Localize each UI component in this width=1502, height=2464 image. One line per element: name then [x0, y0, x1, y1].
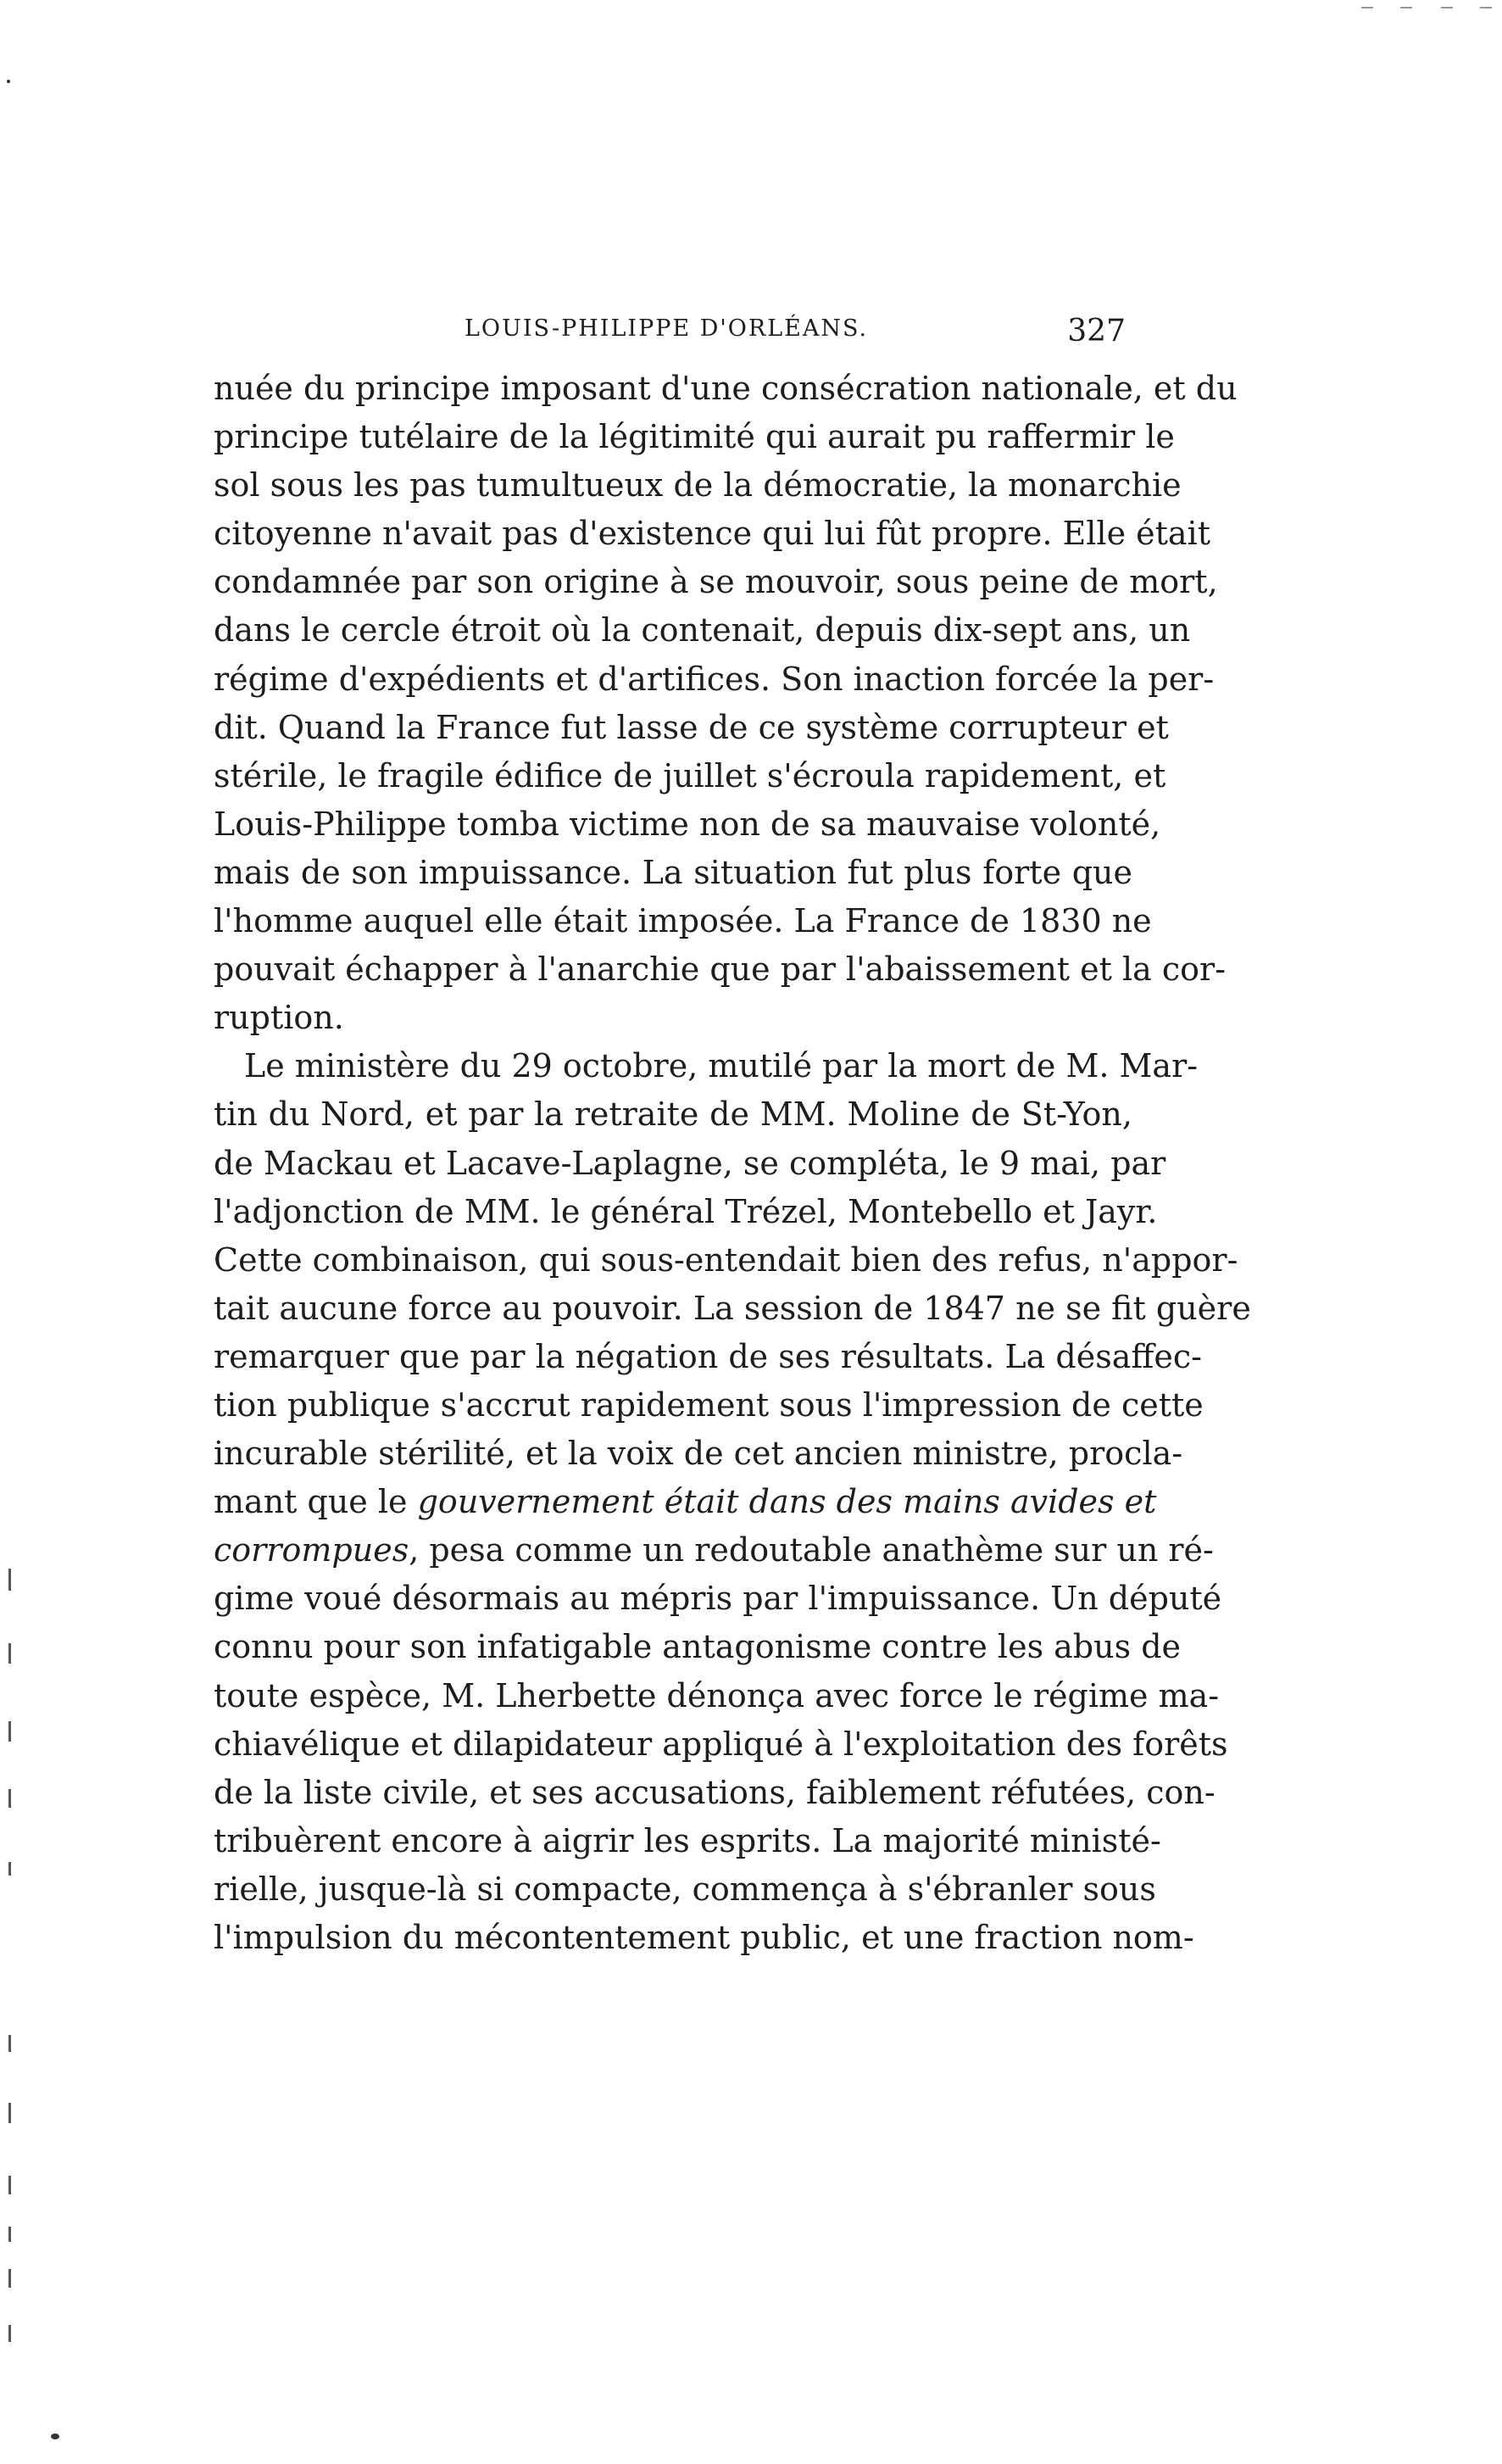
- text-line: Cette combinaison, qui sous-entendait bien des refus, n'appor-: [214, 1240, 1238, 1279]
- text-line-with-italic: [214, 1526, 1214, 1575]
- scan-artifact: [8, 2269, 11, 2288]
- text-line: incurable stérilité, et la voix de cet ancien ministre, procla-: [214, 1435, 1183, 1473]
- roman-text: mant que le: [214, 1483, 418, 1521]
- text-line: citoyenne n'avait pas d'existence qui lui fût propre. Elle était: [214, 515, 1210, 553]
- scan-artifact: [8, 2035, 11, 2052]
- text-line: ruption.: [214, 999, 344, 1037]
- text-line: tait aucune force au pouvoir. La session de 1847 ne se fit guère: [214, 1289, 1251, 1327]
- scan-artifact: [7, 80, 10, 83]
- text-line: Louis-Philippe tomba victime non de sa mauvaise volonté,: [214, 805, 1161, 843]
- text-line: pouvait échapper à l'anarchie que par l'abaissement et la cor-: [214, 950, 1227, 989]
- scan-artifact: [8, 1569, 11, 1591]
- text-line: l'adjonction de MM. le général Trézel, Montebello et Jayr.: [214, 1192, 1158, 1230]
- scan-artifact: [8, 1643, 11, 1664]
- text-line: l'impulsion du mécontentement public, et une fraction nom-: [214, 1919, 1194, 1956]
- text-line: remarquer que par la négation de ses résultats. La désaffec-: [214, 1337, 1202, 1375]
- text-line: sol sous les pas tumultueux de la démocratie, la monarchie: [214, 466, 1182, 505]
- text-line: de Mackau et Lacave-Laplagne, se compléta, le 9 mai, par: [214, 1144, 1166, 1182]
- text-line-with-italic: [214, 1478, 1157, 1526]
- paragraph-start-line: Le ministère du 29 octobre, mutilé par la mort de M. Mar-: [244, 1047, 1199, 1085]
- text-line: nuée du principe imposant d'une consécration nationale, et du: [214, 370, 1238, 407]
- text-line: principe tutélaire de la légitimité qui aurait pu raffermir le: [214, 418, 1175, 456]
- text-line: de la liste civile, et ses accusations, faiblement réfutées, con-: [214, 1773, 1216, 1811]
- scan-artifact: [1361, 7, 1373, 8]
- text-line: rielle, jusque-là si compacte, commença à s'ébranler sous: [214, 1870, 1156, 1908]
- text-line: tribuèrent encore à aigrir les esprits. La majorité ministé-: [214, 1821, 1161, 1859]
- scan-artifact: [8, 2176, 11, 2194]
- text-line: gime voué désormais au mépris par l'impuissance. Un député: [214, 1580, 1222, 1618]
- text-line: toute espèce, M. Lherbette dénonça avec force le régime ma-: [214, 1676, 1220, 1714]
- text-line: dans le cercle étroit où la contenait, depuis dix-sept ans, un: [214, 611, 1191, 649]
- italic-quote: gouvernement était dans des mains avides et: [417, 1483, 1157, 1521]
- scan-artifact: [8, 2325, 11, 2342]
- scan-artifact: [8, 2103, 11, 2123]
- text-line: mais de son impuissance. La situation fut plus forte que: [214, 853, 1132, 891]
- text-line: tion publique s'accrut rapidement sous l'impression de cette: [214, 1385, 1204, 1424]
- body-text: [214, 365, 1251, 1962]
- running-head: [214, 314, 1132, 356]
- text-line: tin du Nord, et par la retraite de MM. Moline de St-Yon,: [214, 1095, 1132, 1134]
- text-line: chiavélique et dilapidateur appliqué à l'exploitation des forêts: [214, 1725, 1228, 1763]
- text-line: condamnée par son origine à se mouvoir, sous peine de mort,: [214, 563, 1218, 601]
- scan-artifact: [8, 1862, 11, 1876]
- scan-artifact: [8, 1721, 11, 1742]
- text-line: régime d'expédients et d'artifices. Son inaction forcée la per-: [214, 660, 1215, 698]
- scan-artifact: [8, 1789, 11, 1808]
- text-line: connu pour son infatigable antagonisme contre les abus de: [214, 1628, 1182, 1666]
- text-line: stérile, le fragile édifice de juillet s'écroula rapidement, et: [214, 756, 1166, 794]
- scan-artifact: [1441, 7, 1453, 8]
- scan-artifact: [51, 2433, 59, 2439]
- italic-quote: corrompues: [214, 1531, 409, 1569]
- text-line: l'homme auquel elle était imposée. La France de 1830 ne: [214, 902, 1152, 940]
- scan-artifact: [8, 2227, 11, 2242]
- page-number: 327: [1067, 314, 1126, 348]
- scan-artifact: [1480, 7, 1492, 8]
- scan-artifact: [1400, 7, 1412, 8]
- text-line: dit. Quand la France fut lasse de ce système corrupteur et: [214, 708, 1169, 746]
- running-title: LOUIS-PHILIPPE D'ORLÉANS.: [465, 315, 869, 342]
- roman-text: , pesa comme un redoutable anathème sur un ré-: [409, 1531, 1214, 1569]
